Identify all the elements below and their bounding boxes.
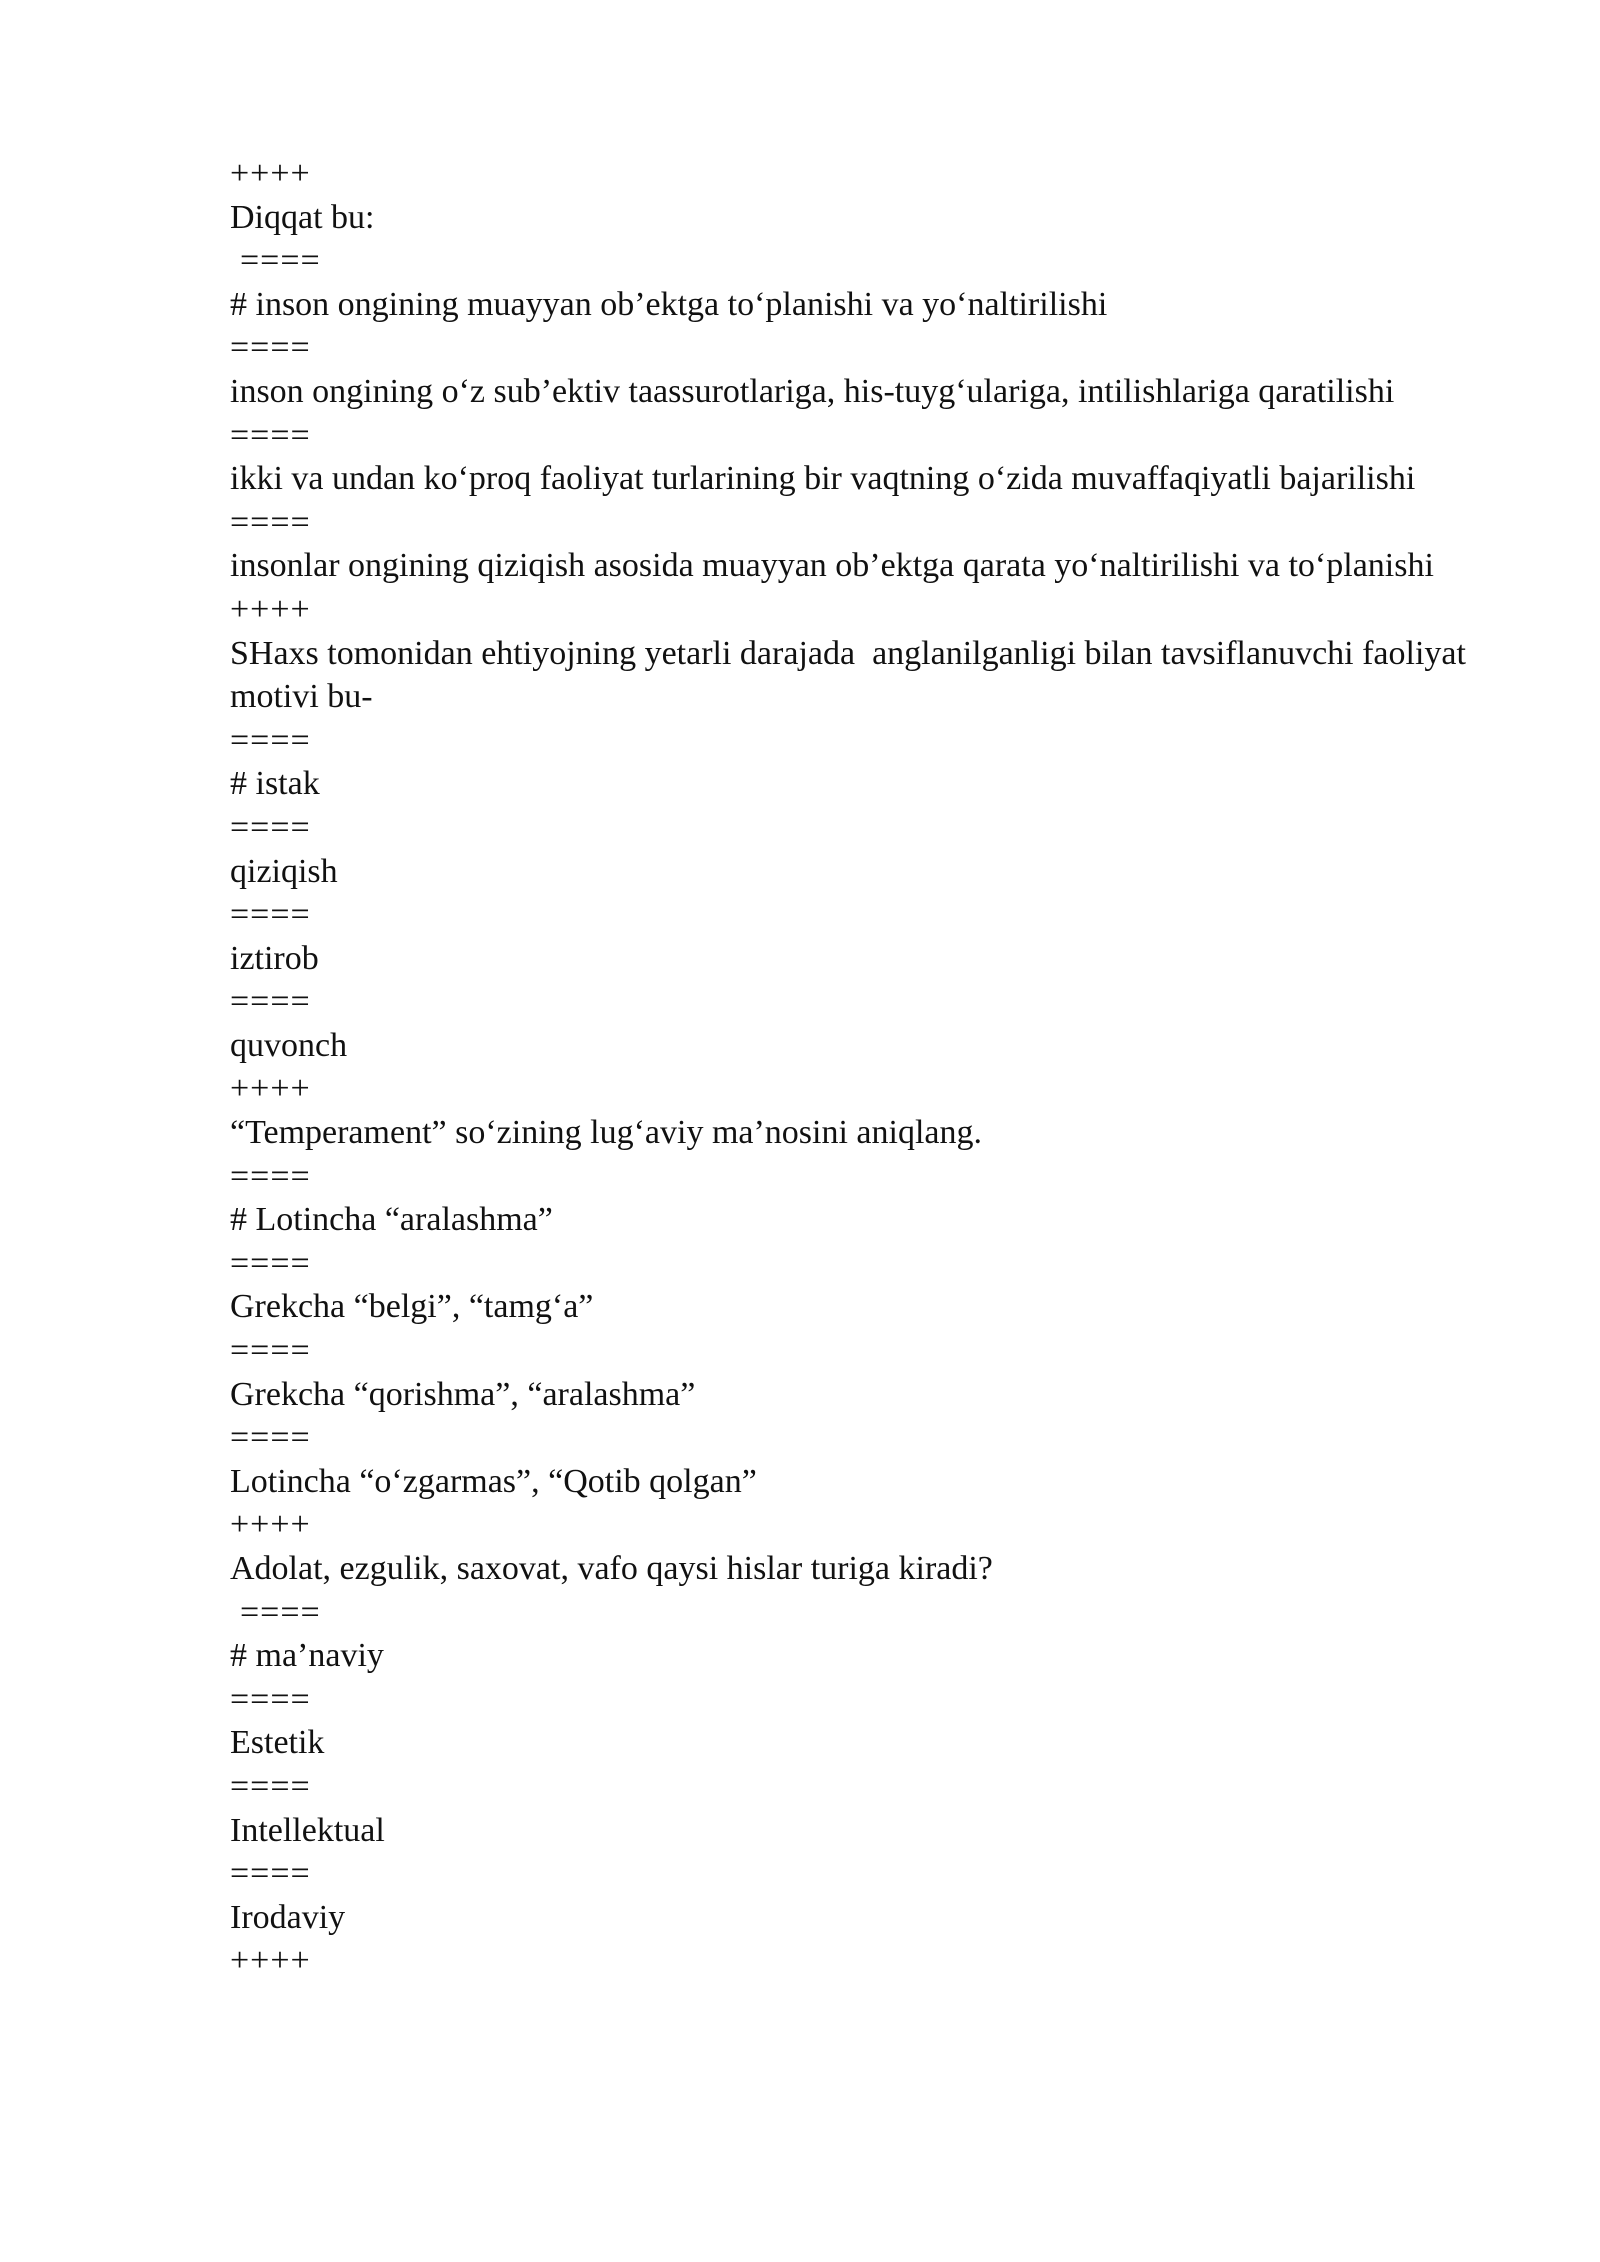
correct-answer-line: # inson ongining muayyan ob’ektga to‘planishi va yo‘naltirilishi (230, 285, 1108, 323)
question-separator: ++++ (230, 590, 311, 628)
option-separator: ==== (240, 1593, 321, 1631)
text-line: SHaxs tomonidan ehtiyojning yetarli darajada anglanilganligi bilan tavsiflanuvchi faoliyat motivi bu- (230, 634, 1475, 716)
document-body (230, 152, 1530, 1983)
text-line: Grekcha “qorishma”, “aralashma” (230, 1375, 696, 1413)
option-separator: ==== (230, 1244, 311, 1282)
text-line: Grekcha “belgi”, “tamg‘a” (230, 1288, 594, 1326)
option-separator: ==== (230, 1419, 311, 1457)
question-separator: ++++ (230, 1942, 311, 1980)
text-line: Lotincha “o‘zgarmas”, “Qotib qolgan” (230, 1462, 757, 1500)
text-line: Estetik (230, 1724, 325, 1762)
text-line: Diqqat bu: (230, 198, 375, 236)
text-line: quvonch (230, 1026, 348, 1064)
option-separator: ==== (230, 808, 311, 846)
text-line: inson ongining o‘z sub’ektiv taassurotlariga, his-tuyg‘ulariga, intilishlariga qaratilishi (230, 372, 1395, 410)
option-separator: ==== (240, 242, 321, 280)
option-separator: ==== (230, 1157, 311, 1195)
text-line: Adolat, ezgulik, saxovat, vafo qaysi hislar turiga kiradi? (230, 1550, 993, 1587)
text-line: ikki va undan ko‘proq faoliyat turlarining bir vaqtning o‘zida muvaffaqiyatli bajarilishi (230, 460, 1416, 498)
option-separator: ==== (230, 983, 311, 1021)
text-line: insonlar ongining qiziqish asosida muayyan ob’ektga qarata yo‘naltirilishi va to‘planishi (230, 547, 1434, 585)
text-line: qiziqish (230, 852, 338, 890)
option-separator: ==== (230, 329, 311, 367)
correct-answer-line: # ma’naviy (230, 1637, 384, 1675)
option-separator: ==== (230, 503, 311, 541)
option-separator: ==== (230, 416, 311, 454)
option-separator: ==== (230, 1680, 311, 1718)
text-line: “Temperament” so‘zining lug‘aviy ma’nosini aniqlang. (230, 1114, 983, 1152)
option-separator: ==== (230, 896, 311, 934)
text-line: Irodaviy (230, 1898, 346, 1936)
text-line: iztirob (230, 939, 319, 977)
option-separator: ==== (230, 1767, 311, 1805)
question-separator: ++++ (230, 155, 311, 192)
correct-answer-line: # Lotincha “aralashma” (230, 1201, 553, 1239)
option-separator: ==== (230, 1855, 311, 1893)
option-separator: ==== (230, 721, 311, 759)
correct-answer-line: # istak (230, 765, 320, 803)
question-separator: ++++ (230, 1506, 311, 1544)
text-line: Intellektual (230, 1811, 385, 1849)
question-separator: ++++ (230, 1070, 311, 1108)
option-separator: ==== (230, 1332, 311, 1370)
